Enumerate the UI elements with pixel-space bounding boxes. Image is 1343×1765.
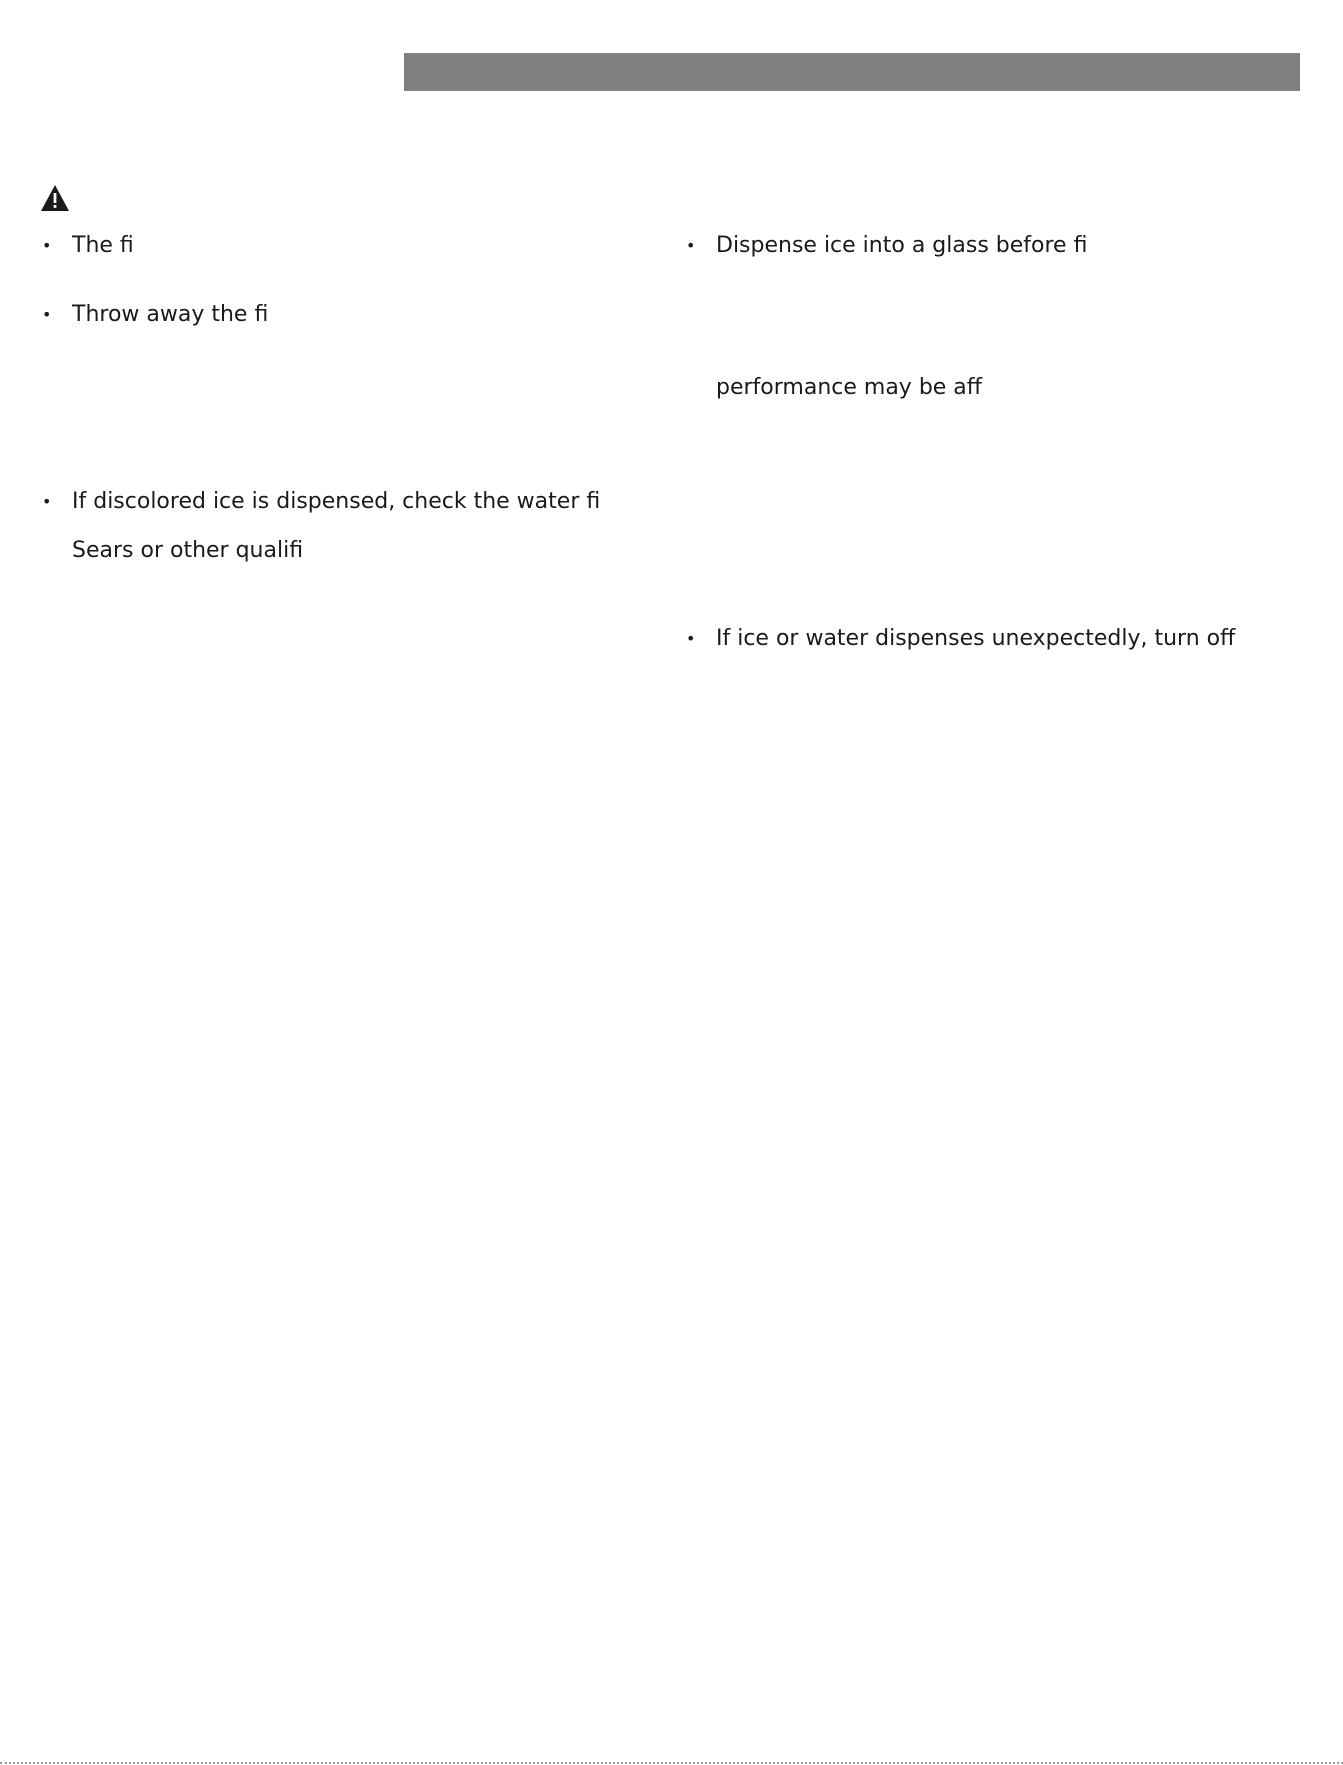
bullet: • — [42, 236, 52, 255]
bottom-rule — [0, 1762, 1343, 1764]
bullet: • — [686, 236, 696, 255]
list-item-text: performance may be aff — [716, 375, 982, 400]
list-item-text: If discolored ice is dispensed, check the water fi — [72, 489, 601, 514]
header-bar — [404, 53, 1300, 91]
warning-triangle-icon — [40, 184, 70, 212]
list-item-text: Dispense ice into a glass before fi — [716, 233, 1088, 258]
list-item-text: Sears or other qualifi — [72, 538, 304, 563]
list-item-text: Throw away the fi — [72, 302, 269, 327]
list-item-text: The fi — [72, 233, 134, 258]
bullet: • — [42, 492, 52, 511]
bullet: • — [42, 305, 52, 324]
bullet: • — [686, 629, 696, 648]
list-item-text: If ice or water dispenses unexpectedly, turn off — [716, 626, 1236, 651]
